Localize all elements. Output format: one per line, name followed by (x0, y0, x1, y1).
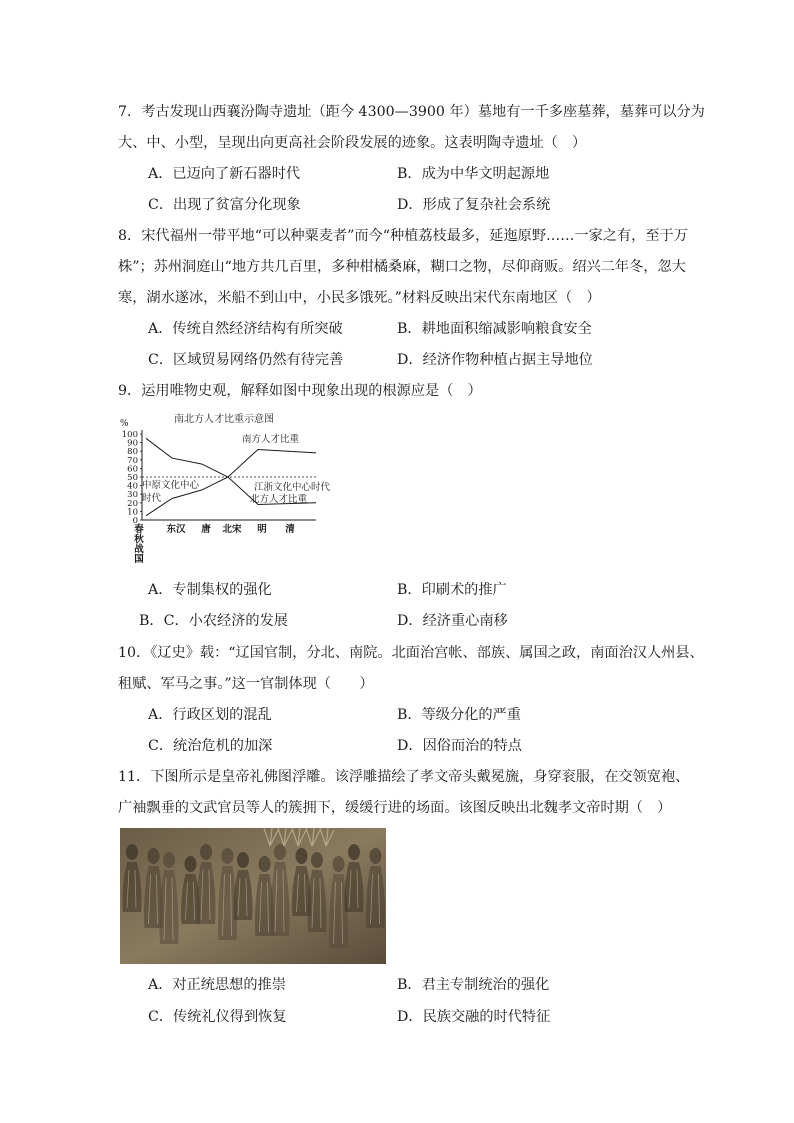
q9-option-a[interactable]: A．专制集权的强化 (148, 582, 272, 598)
relief-figure-head (237, 852, 249, 868)
q10-option-d[interactable]: D．因俗而治的特点 (397, 738, 522, 754)
q7-stem-line2: 大、中、小型，呈现出向更高社会阶段发展的迹象。这表明陶寺遗址（ ） (118, 135, 587, 151)
q9-option-d[interactable]: D．经济重心南移 (397, 613, 508, 629)
q10-stem-line1: 10．《辽史》载：“辽国官制，分北、南院。北面治宫帐、部族、属国之政，南面治汉人州县、 (118, 645, 704, 661)
y-tick-label: 60 (127, 464, 138, 475)
y-tick-label: 0 (132, 516, 138, 526)
q7-option-b[interactable]: B．成为中华文明起源地 (397, 166, 550, 182)
q9-option-c[interactable]: B．C．小农经济的发展 (139, 613, 288, 629)
y-tick-label: 90 (127, 438, 138, 449)
chart-y-unit: % (120, 419, 129, 429)
y-tick-label: 100 (121, 430, 138, 440)
annotation-era: 时代 (142, 493, 162, 504)
q11-stem-line2: 广袖飘垂的文武官员等人的簇拥下，缓缓行进的场面。该图反映出北魏孝文帝时期（ ） (118, 800, 672, 816)
relief-figure-head (274, 844, 286, 860)
q8-option-c[interactable]: C．区域贸易网络仍然有待完善 (148, 352, 344, 368)
y-tick-label: 30 (127, 490, 138, 501)
relief-figure-head (348, 844, 360, 860)
relief-figure-head (200, 844, 212, 860)
q8-stem-line3: 寒，湖水遂冰，米船不到山中，小民多饿死。”材料反映出宋代东南地区（ ） (118, 290, 601, 306)
q10-option-b[interactable]: B．等级分化的严重 (397, 707, 521, 723)
q11-option-d[interactable]: D．民族交融的时代特征 (397, 1009, 551, 1025)
q9-stem: 9．运用唯物史观，解释如图中现象出现的根源应是（ ） (118, 383, 482, 399)
x-tick-label: 清 (285, 524, 295, 535)
y-tick-label: 50 (127, 473, 138, 483)
emperor-worship-relief-image (120, 828, 386, 964)
y-tick-label: 10 (127, 507, 138, 518)
q10-option-c[interactable]: C．统治危机的加深 (148, 738, 273, 754)
relief-figure-head (126, 844, 138, 860)
y-tick-label: 70 (127, 455, 138, 466)
x-tick-label: 国 (134, 554, 144, 565)
relief-figure-head (370, 848, 382, 864)
talent-ratio-chart (116, 410, 356, 580)
relief-figure-head (296, 848, 308, 864)
x-tick-label: 秋 (134, 534, 144, 545)
relief-figure-head (222, 848, 234, 864)
q11-option-a[interactable]: A．对正统思想的推崇 (148, 977, 286, 993)
x-tick-label: 东汉 (166, 524, 186, 535)
x-tick-label: 唐 (201, 524, 211, 535)
annotation-jiangzhe: 江浙文化中心时代 (254, 482, 331, 493)
legend-south: 南方人才比重 (242, 434, 300, 445)
x-tick-label: 北宋 (222, 524, 242, 535)
relief-figure-head (163, 852, 175, 868)
x-tick-label: 明 (257, 524, 267, 535)
q8-option-a[interactable]: A．传统自然经济结构有所突破 (148, 321, 343, 337)
q9-option-b[interactable]: B．印刷术的推广 (397, 582, 507, 598)
annotation-central-plains: 中原文化中心 (142, 480, 200, 491)
relief-figure-head (185, 856, 197, 872)
q10-option-a[interactable]: A．行政区划的混乱 (148, 707, 272, 723)
y-tick-label: 40 (127, 481, 138, 492)
q11-option-b[interactable]: B．君主专制统治的强化 (397, 977, 550, 993)
q7-stem-line1: 7．考古发现山西襄汾陶寺遗址（距今 4300—3900 年）墓地有一千多座墓葬，墓葬可以分为 (118, 104, 705, 120)
relief-figure-head (311, 852, 323, 868)
q8-stem-line1: 8．宋代福州一带平地“可以种粟麦者”而今“种植荔枝最多，延迤原野……一家之有，至于万 (118, 228, 688, 244)
q11-option-c[interactable]: C．传统礼仪得到恢复 (148, 1009, 287, 1025)
q8-option-d[interactable]: D．经济作物种植占据主导地位 (397, 352, 593, 368)
q11-stem-line1: 11．下图所示是皇帝礼佛图浮雕。该浮雕描绘了孝文帝头戴冕旒，身穿衮服，在交领宽袍、 (118, 769, 690, 785)
y-tick-label: 20 (127, 498, 138, 509)
chart-title: 南北方人才比重示意图 (174, 414, 274, 425)
relief-figure-head (148, 848, 160, 864)
q7-option-a[interactable]: A．已迈向了新石器时代 (148, 166, 301, 182)
x-tick-label: 战 (134, 544, 144, 555)
q8-option-b[interactable]: B．耕地面积缩减影响粮食安全 (397, 321, 592, 337)
q8-stem-line2: 株”；苏州洞庭山“地方共几百里，多种柑橘桑麻，糊口之物，尽仰商贩。绍兴二年冬，忽大 (118, 259, 686, 275)
y-tick-label: 80 (127, 447, 138, 458)
relief-figure-head (259, 856, 271, 872)
q10-stem-line2: 租赋、军马之事。”这一官制体现（ ） (118, 676, 374, 692)
legend-north: 北方人才比重 (250, 494, 308, 505)
x-tick-label: 春 (134, 524, 144, 535)
relief-figure-head (333, 856, 345, 872)
q7-option-d[interactable]: D．形成了复杂社会系统 (397, 197, 551, 213)
q7-option-c[interactable]: C．出现了贫富分化现象 (148, 197, 301, 213)
